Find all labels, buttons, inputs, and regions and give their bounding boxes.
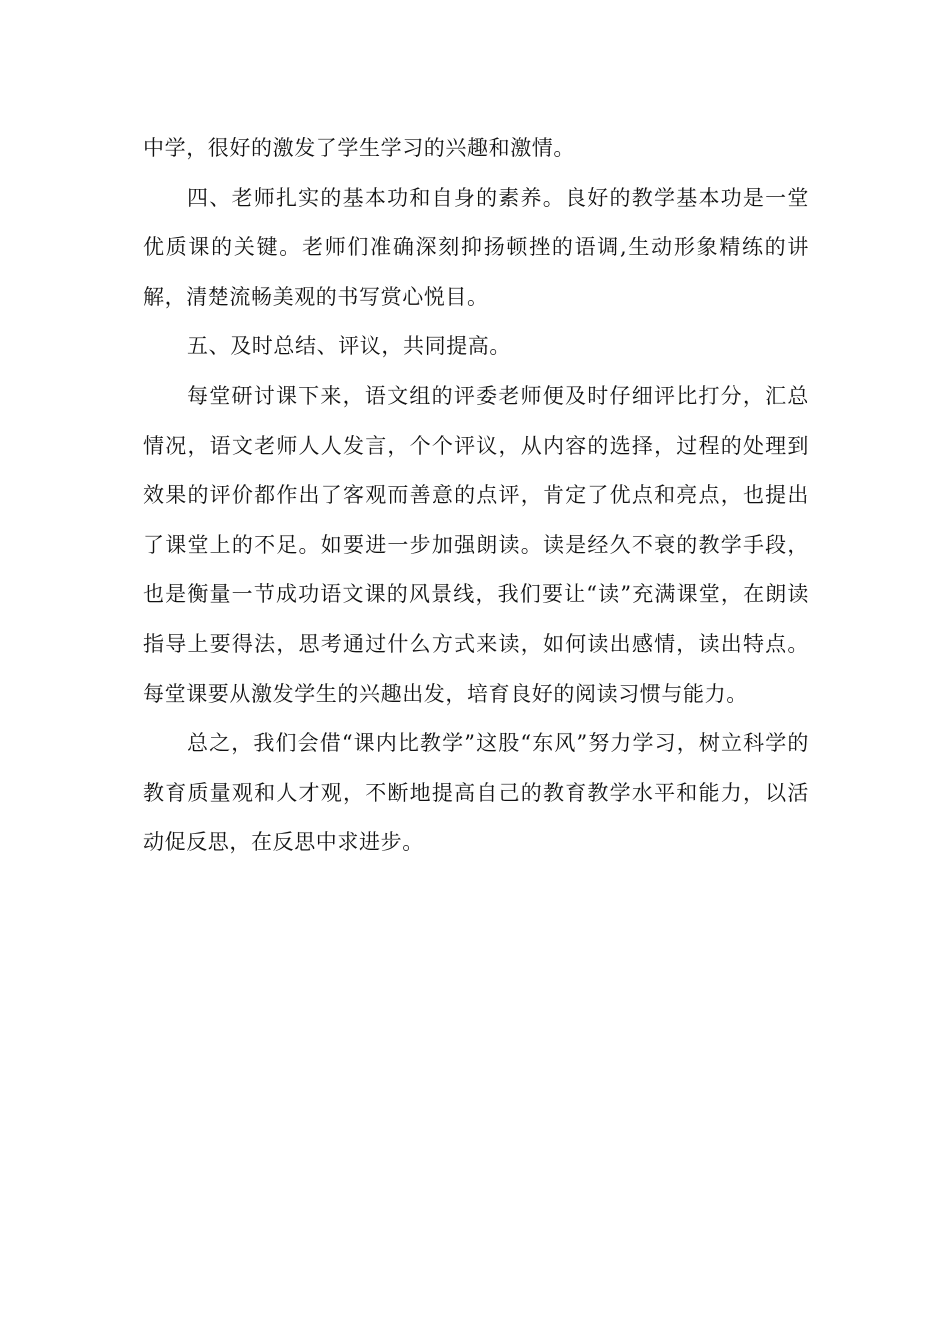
paragraph-review-details: 每堂研讨课下来，语文组的评委老师便及时仔细评比打分，汇总情况，语文老师人人发言，个个评议，从内容的选择，过程的处理到效果的评价都作出了客观而善意的点评，肯定了优点和亮点，也提出了课堂上的不足。如要进一步加强朗读。读是经久不衰的教学手段，也是衡量一节成功语文课的风景线，我们要让“读”充满课堂，在朗读指导上要得法，思考通过什么方式来读，如何读出感情，读出特点。每堂课要从激发学生的兴趣出发，培育良好的阅读习惯与能力。 bbox=[143, 383, 809, 706]
paragraph-conclusion: 总之，我们会借“课内比教学”这股“东风”努力学习，树立科学的教育质量观和人才观，不断地提高自己的教育教学水平和能力，以活动促反思，在反思中求进步。 bbox=[143, 731, 809, 855]
paragraph-summary-heading: 五、及时总结、评议，共同提高。 bbox=[187, 334, 511, 359]
paragraph-teacher-skills: 四、老师扎实的基本功和自身的素养。良好的教学基本功是一堂优质课的关键。老师们准确深刻抑扬顿挫的语调,生动形象精练的讲解，清楚流畅美观的书写赏心悦目。 bbox=[143, 185, 809, 309]
paragraph-continuation: 中学，很好的激发了学生学习的兴趣和激情。 bbox=[143, 136, 575, 160]
document-body bbox=[143, 124, 809, 868]
